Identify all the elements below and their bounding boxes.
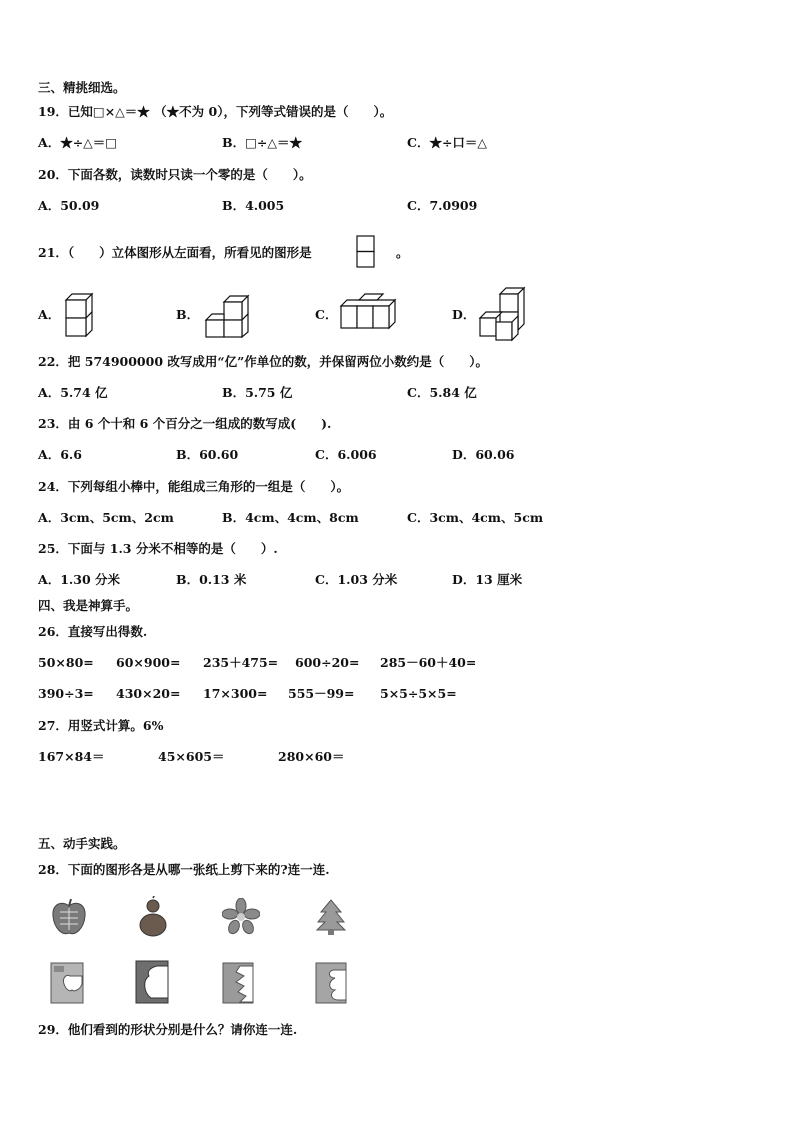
tree-shape-icon[interactable] [315, 898, 347, 936]
flower-shape-icon[interactable] [222, 898, 260, 936]
q26-calc: 235＋475= [203, 655, 279, 670]
q26-calc: 17×300= [203, 686, 268, 701]
q21-option-b-label[interactable]: B． [176, 307, 200, 322]
q26-calc: 390÷3= [38, 686, 94, 701]
paper-sheet-1-icon[interactable] [50, 962, 84, 1004]
question-23-stem: 23．由 6 个十和 6 个百分之一组成的数写成( ). [38, 416, 332, 431]
q20-option-b[interactable]: B．4.005 [222, 198, 285, 213]
q19-option-b[interactable]: B．□÷△＝★ [222, 135, 302, 150]
q22-option-a[interactable]: A．5.74 亿 [38, 385, 108, 400]
q23-option-c[interactable]: C．6.006 [315, 447, 377, 462]
apple-shape-icon[interactable] [50, 898, 88, 938]
q27-calc: 167×84＝ [38, 749, 105, 764]
left-view-icon [356, 235, 376, 269]
question-26-stem: 26．直接写出得数. [38, 624, 148, 639]
paper-sheet-3-icon[interactable] [222, 962, 254, 1004]
q26-calc: 600÷20= [295, 655, 360, 670]
q21-option-d-label[interactable]: D． [452, 307, 476, 322]
q21-option-d-cubes-icon[interactable] [476, 286, 528, 342]
q19-option-c[interactable]: C．★÷口＝△ [407, 135, 488, 150]
q19-option-a[interactable]: A．★÷△＝□ [38, 135, 118, 150]
section-title-3: 三、精挑细选。 [38, 80, 126, 95]
question-24-stem: 24．下列每组小棒中，能组成三角形的一组是（ ）。 [38, 479, 350, 494]
q26-calc: 5×5÷5×5= [380, 686, 457, 701]
q25-option-b[interactable]: B．0.13 米 [176, 572, 247, 587]
q27-calc: 280×60＝ [278, 749, 345, 764]
q25-option-c[interactable]: C．1.03 分米 [315, 572, 398, 587]
q22-option-b[interactable]: B．5.75 亿 [222, 385, 293, 400]
paper-sheet-4-icon[interactable] [315, 962, 347, 1004]
question-27-stem: 27．用竖式计算。6% [38, 718, 164, 733]
section-title-4: 四、我是神算手。 [38, 598, 139, 613]
q26-calc: 50×80= [38, 655, 94, 670]
question-21-stem-end: 。 [396, 245, 409, 260]
q25-option-d[interactable]: D．13 厘米 [452, 572, 523, 587]
question-25-stem: 25．下面与 1.3 分米不相等的是（ ）. [38, 541, 278, 556]
paper-sheet-2-icon[interactable] [135, 960, 169, 1004]
q26-calc: 60×900= [116, 655, 181, 670]
q20-option-a[interactable]: A．50.09 [38, 198, 100, 213]
question-29-stem: 29．他们看到的形状分别是什么？请你连一连. [38, 1022, 298, 1037]
q26-calc: 285－60＋40= [380, 655, 477, 670]
q24-option-c[interactable]: C．3cm、4cm、5cm [407, 510, 544, 525]
q21-option-c-label[interactable]: C． [315, 307, 338, 322]
q23-option-a[interactable]: A．6.6 [38, 447, 82, 462]
q20-option-c[interactable]: C．7.0909 [407, 198, 478, 213]
q25-option-a[interactable]: A．1.30 分米 [38, 572, 120, 587]
q26-calc: 555－99= [288, 686, 355, 701]
q21-option-a-cubes-icon[interactable] [62, 286, 98, 338]
q21-option-b-cubes-icon[interactable] [202, 294, 250, 338]
question-22-stem: 22．把 574900000 改写成用“亿”作单位的数，并保留两位小数约是（ ）。 [38, 354, 489, 369]
question-21-stem: 21．（ ）立体图形从左面看，所看见的图形是 [38, 245, 312, 260]
q26-calc: 430×20= [116, 686, 181, 701]
question-28-stem: 28．下面的图形各是从哪一张纸上剪下来的?连一连. [38, 862, 330, 877]
q21-option-a-label[interactable]: A． [38, 307, 61, 322]
q24-option-b[interactable]: B．4cm、4cm、8cm [222, 510, 359, 525]
q21-option-c-cubes-icon[interactable] [339, 296, 399, 330]
gourd-shape-icon[interactable] [137, 896, 169, 940]
q23-option-b[interactable]: B．60.60 [176, 447, 239, 462]
q22-option-c[interactable]: C．5.84 亿 [407, 385, 477, 400]
q23-option-d[interactable]: D．60.06 [452, 447, 515, 462]
section-title-5: 五、动手实践。 [38, 836, 126, 851]
q27-calc: 45×605＝ [158, 749, 225, 764]
q24-option-a[interactable]: A．3cm、5cm、2cm [38, 510, 174, 525]
question-19-stem: 19．已知□×△＝★ （★不为 0），下列等式错误的是（ ）。 [38, 104, 393, 119]
question-20-stem: 20．下面各数，读数时只读一个零的是（ ）。 [38, 167, 312, 182]
